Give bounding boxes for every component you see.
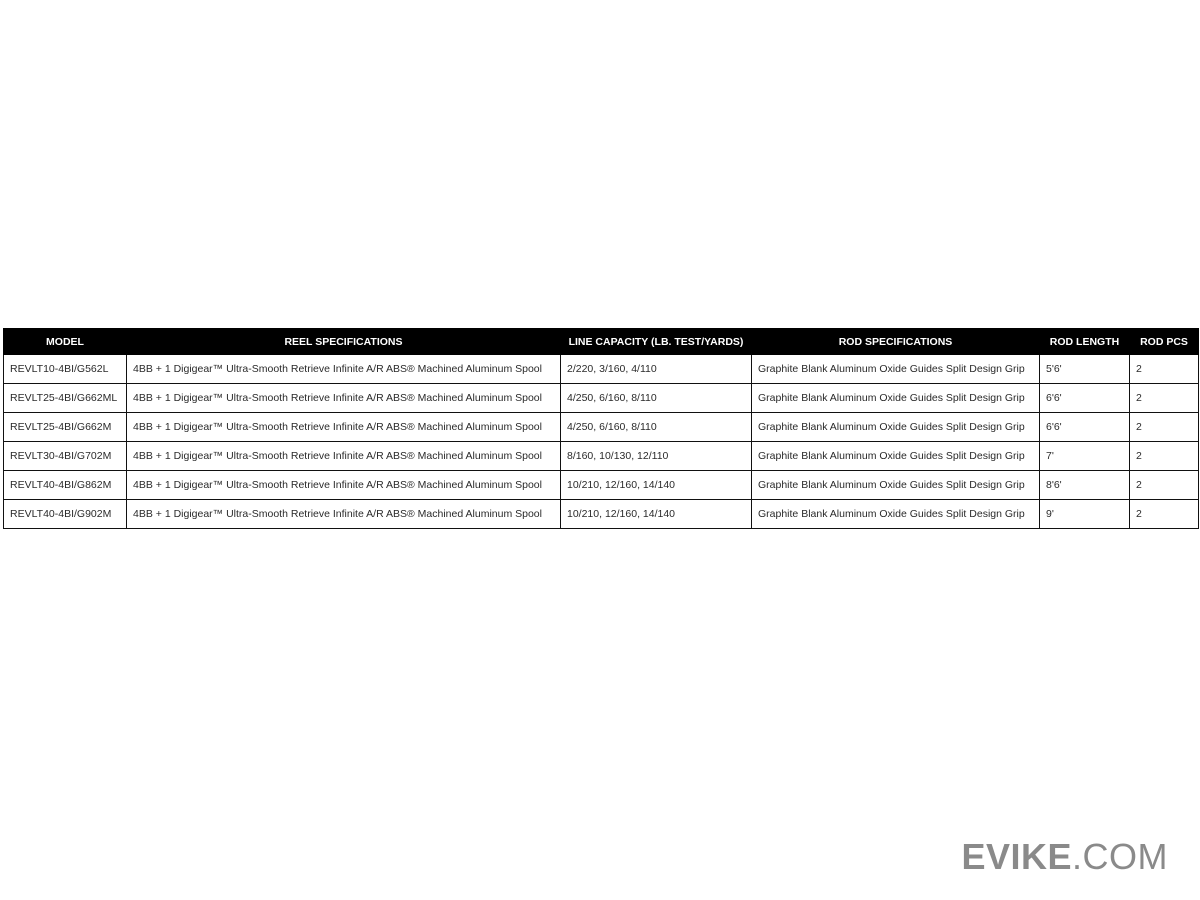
header-rod-specifications: ROD SPECIFICATIONS [752, 329, 1040, 355]
cell-line-capacity: 8/160, 10/130, 12/110 [561, 442, 752, 471]
cell-reel-specifications: 4BB + 1 Digigear™ Ultra-Smooth Retrieve Infinite A/R ABS® Machined Aluminum Spool [127, 471, 561, 500]
cell-model: REVLT10-4BI/G562L [4, 355, 127, 384]
cell-rod-specifications: Graphite Blank Aluminum Oxide Guides Split Design Grip [752, 384, 1040, 413]
cell-rod-specifications: Graphite Blank Aluminum Oxide Guides Split Design Grip [752, 442, 1040, 471]
cell-line-capacity: 10/210, 12/160, 14/140 [561, 471, 752, 500]
cell-model: REVLT40-4BI/G862M [4, 471, 127, 500]
evike-watermark-logo [961, 836, 1168, 878]
table-row [4, 384, 1199, 413]
table-row [4, 471, 1199, 500]
cell-model: REVLT30-4BI/G702M [4, 442, 127, 471]
cell-reel-specifications: 4BB + 1 Digigear™ Ultra-Smooth Retrieve Infinite A/R ABS® Machined Aluminum Spool [127, 384, 561, 413]
cell-line-capacity: 4/250, 6/160, 8/110 [561, 413, 752, 442]
cell-rod-length: 6'6' [1040, 413, 1130, 442]
cell-rod-length: 9' [1040, 500, 1130, 529]
cell-rod-pcs: 2 [1130, 471, 1199, 500]
cell-reel-specifications: 4BB + 1 Digigear™ Ultra-Smooth Retrieve Infinite A/R ABS® Machined Aluminum Spool [127, 500, 561, 529]
cell-model: REVLT25-4BI/G662ML [4, 384, 127, 413]
cell-rod-length: 5'6' [1040, 355, 1130, 384]
header-rod-length: ROD LENGTH [1040, 329, 1130, 355]
spec-table-head [4, 329, 1199, 355]
table-row [4, 355, 1199, 384]
cell-line-capacity: 10/210, 12/160, 14/140 [561, 500, 752, 529]
cell-reel-specifications: 4BB + 1 Digigear™ Ultra-Smooth Retrieve Infinite A/R ABS® Machined Aluminum Spool [127, 413, 561, 442]
cell-model: REVLT25-4BI/G662M [4, 413, 127, 442]
cell-reel-specifications: 4BB + 1 Digigear™ Ultra-Smooth Retrieve Infinite A/R ABS® Machined Aluminum Spool [127, 442, 561, 471]
watermark-domain: .COM [1072, 836, 1168, 877]
cell-model: REVLT40-4BI/G902M [4, 500, 127, 529]
table-row [4, 442, 1199, 471]
cell-rod-specifications: Graphite Blank Aluminum Oxide Guides Split Design Grip [752, 355, 1040, 384]
cell-rod-pcs: 2 [1130, 442, 1199, 471]
spec-table-body [4, 355, 1199, 529]
cell-rod-specifications: Graphite Blank Aluminum Oxide Guides Split Design Grip [752, 471, 1040, 500]
cell-rod-length: 6'6' [1040, 384, 1130, 413]
header-line-capacity: LINE CAPACITY (LB. TEST/YARDS) [561, 329, 752, 355]
cell-rod-length: 7' [1040, 442, 1130, 471]
cell-rod-pcs: 2 [1130, 413, 1199, 442]
cell-rod-pcs: 2 [1130, 500, 1199, 529]
header-rod-pcs: ROD PCS [1130, 329, 1199, 355]
cell-rod-specifications: Graphite Blank Aluminum Oxide Guides Split Design Grip [752, 500, 1040, 529]
cell-rod-pcs: 2 [1130, 384, 1199, 413]
spec-table [3, 328, 1199, 529]
cell-rod-specifications: Graphite Blank Aluminum Oxide Guides Split Design Grip [752, 413, 1040, 442]
table-row [4, 413, 1199, 442]
header-reel-specifications: REEL SPECIFICATIONS [127, 329, 561, 355]
cell-rod-pcs: 2 [1130, 355, 1199, 384]
table-row [4, 500, 1199, 529]
cell-reel-specifications: 4BB + 1 Digigear™ Ultra-Smooth Retrieve Infinite A/R ABS® Machined Aluminum Spool [127, 355, 561, 384]
cell-line-capacity: 4/250, 6/160, 8/110 [561, 384, 752, 413]
watermark-brand: EVIKE [961, 836, 1072, 877]
header-row [4, 329, 1199, 355]
cell-rod-length: 8'6' [1040, 471, 1130, 500]
cell-line-capacity: 2/220, 3/160, 4/110 [561, 355, 752, 384]
header-model: MODEL [4, 329, 127, 355]
